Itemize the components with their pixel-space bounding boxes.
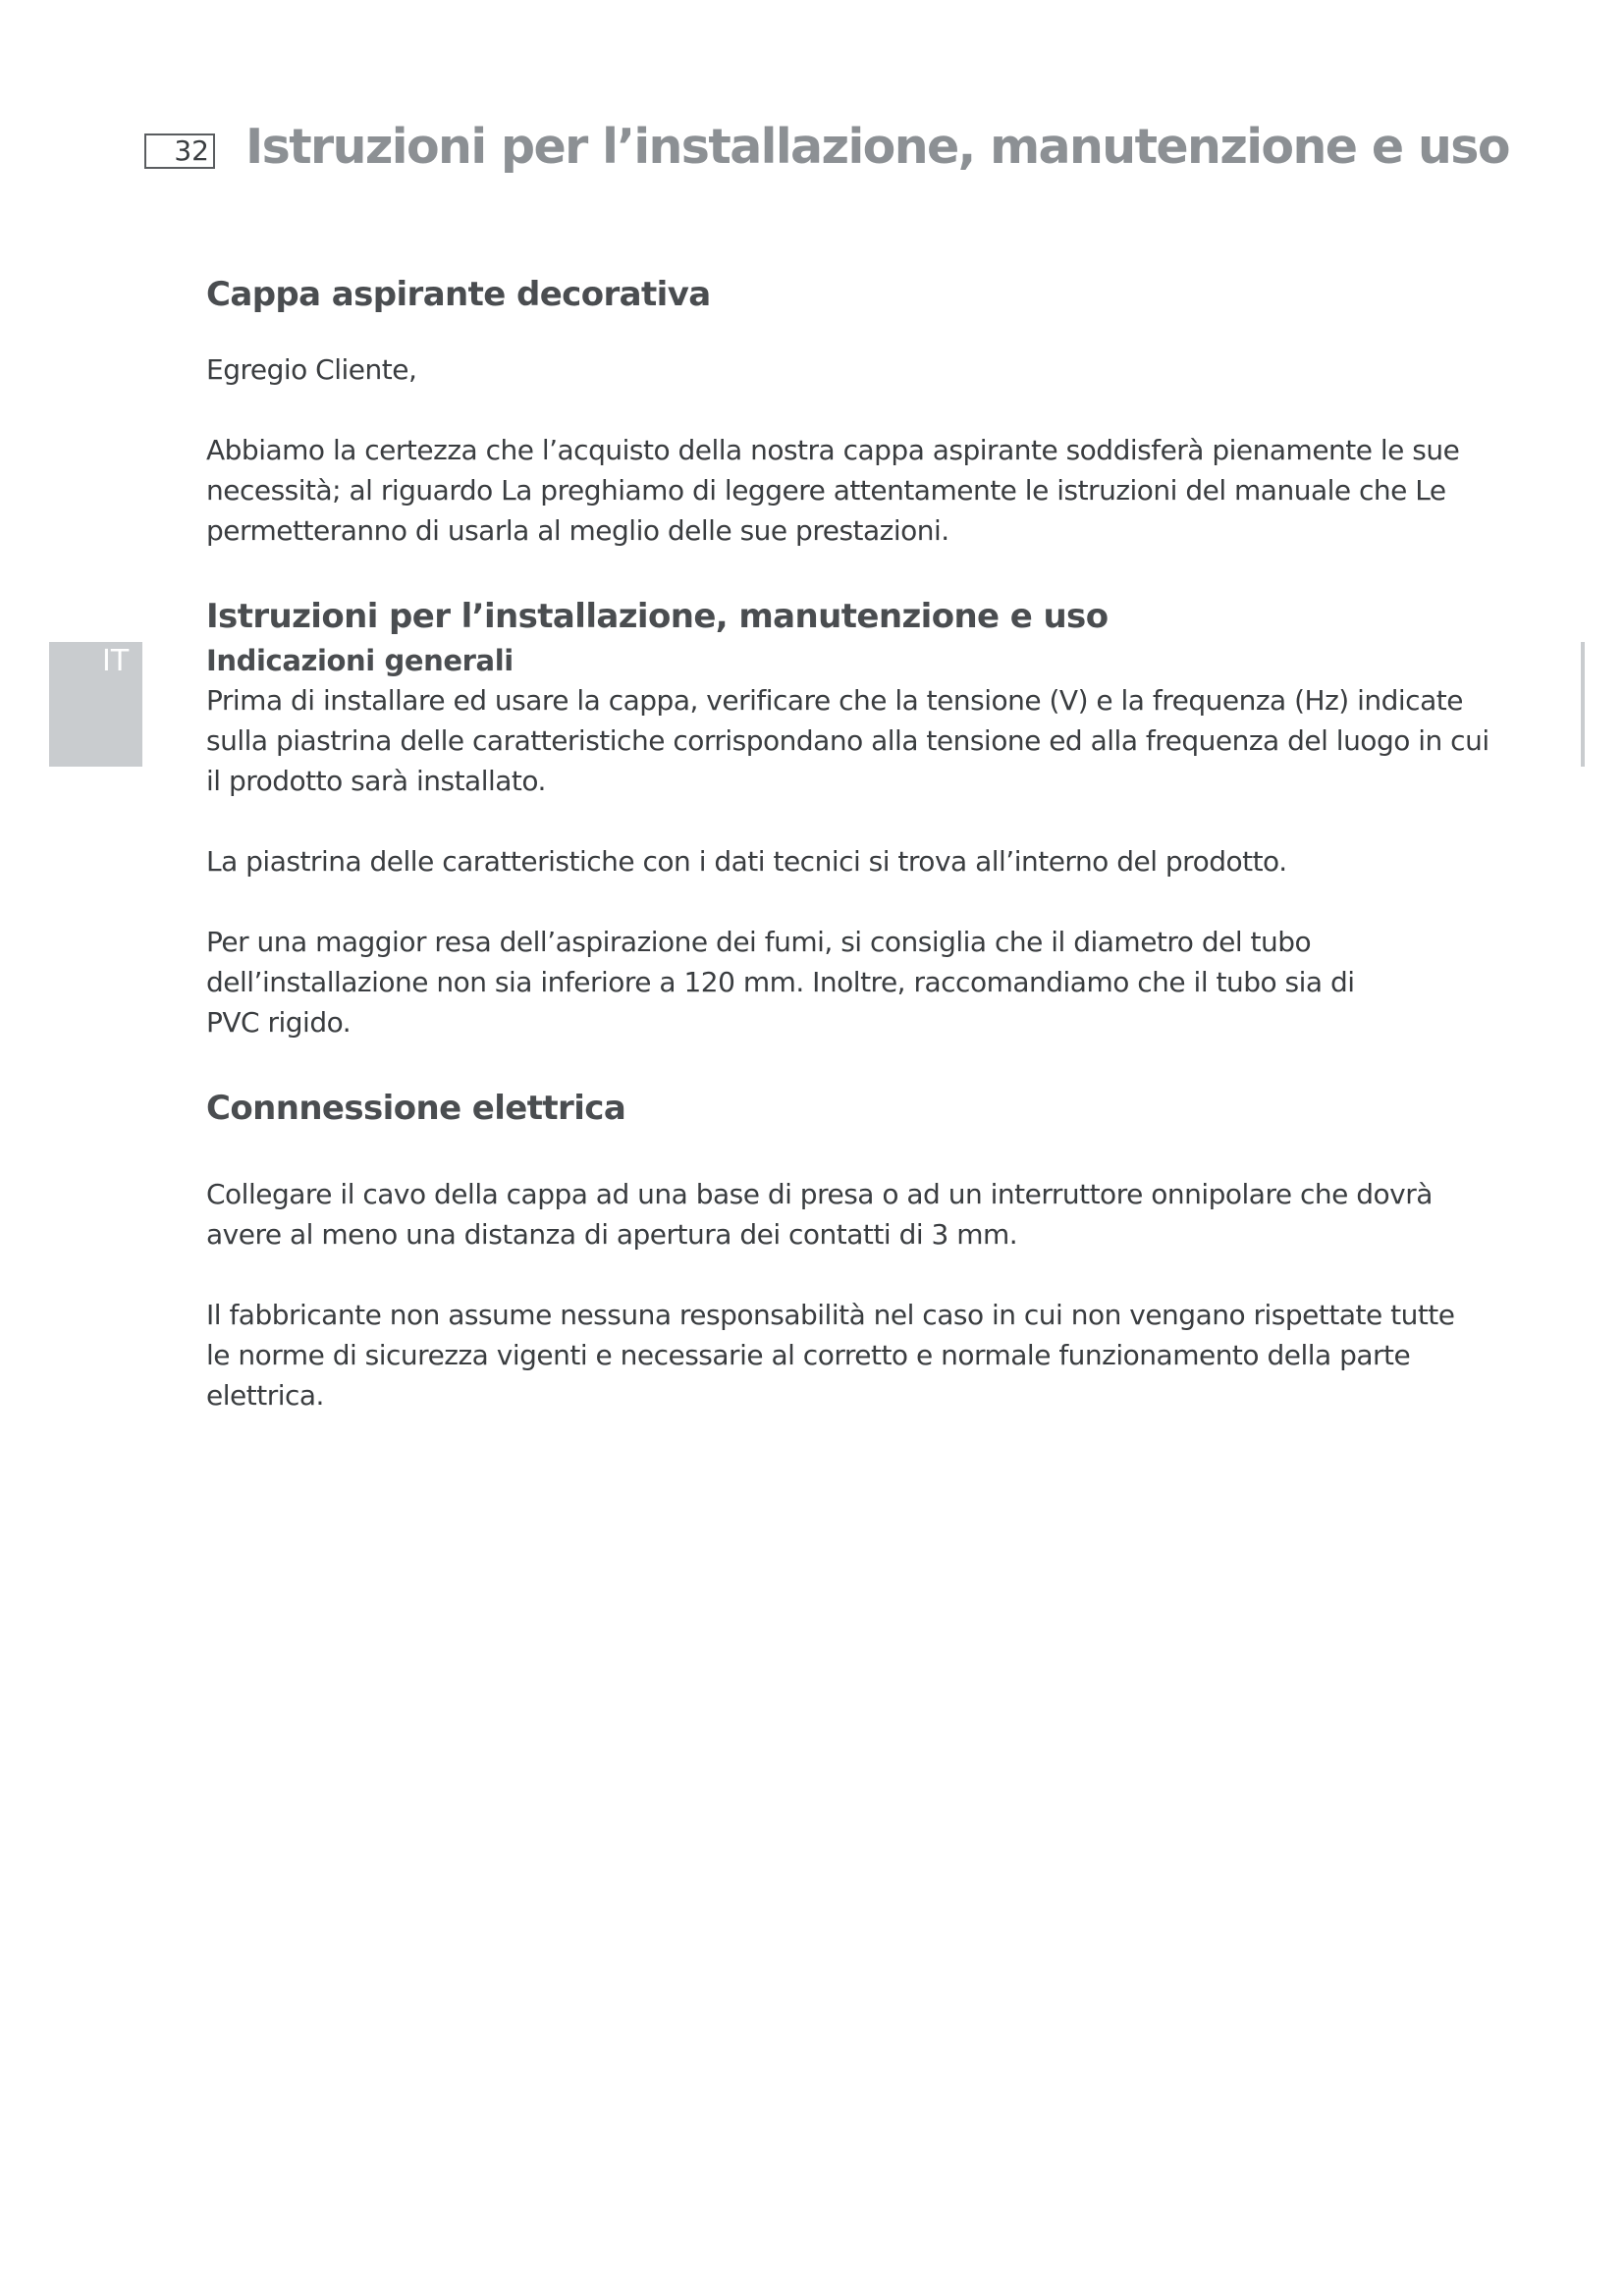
text-line: La piastrina delle caratteristiche con i dati tecnici si trova all’interno del prodotto. bbox=[206, 845, 1287, 878]
paragraph-rating-plate bbox=[206, 841, 1512, 881]
text-line: il prodotto sarà installato. bbox=[206, 765, 546, 797]
text-line: elettrica. bbox=[206, 1379, 324, 1412]
section-heading-cappa: Cappa aspirante decorativa bbox=[206, 275, 711, 314]
paragraph-duct-diameter bbox=[206, 922, 1512, 1042]
text-line: Il fabbricante non assume nessuna responsabilità nel caso in cui non vengano rispettate tutte bbox=[206, 1299, 1455, 1331]
greeting: Egregio Cliente, bbox=[206, 353, 417, 386]
text-line: sulla piastrina delle caratteristiche corrispondano alla tensione ed alla frequenza del luogo in cui bbox=[206, 724, 1489, 757]
text-line: Collegare il cavo della cappa ad una base di presa o ad un interruttore onnipolare che dovrà bbox=[206, 1178, 1433, 1210]
page-number-box bbox=[144, 133, 215, 169]
text-line: Abbiamo la certezza che l’acquisto della nostra cappa aspirante soddisferà pienamente le sue bbox=[206, 434, 1460, 466]
right-edge-marker bbox=[1581, 642, 1585, 767]
intro-paragraph bbox=[206, 430, 1512, 551]
section-heading-istruzioni: Istruzioni per l’installazione, manutenzione e uso bbox=[206, 597, 1109, 636]
paragraph-voltage-check bbox=[206, 680, 1512, 801]
text-line: PVC rigido. bbox=[206, 1006, 352, 1039]
text-line: dell’installazione non sia inferiore a 120 mm. Inoltre, raccomandiamo che il tubo sia di bbox=[206, 966, 1355, 998]
text-line: avere al meno una distanza di apertura dei contatti di 3 mm. bbox=[206, 1218, 1018, 1251]
text-line: necessità; al riguardo La preghiamo di leggere attentamente le istruzioni del manuale che Le bbox=[206, 474, 1446, 507]
paragraph-liability bbox=[206, 1295, 1512, 1415]
paragraph-cable-connection bbox=[206, 1174, 1512, 1255]
text-line: Per una maggior resa dell’aspirazione dei fumi, si consiglia che il diametro del tubo bbox=[206, 926, 1312, 958]
subheading-indicazioni-generali: Indicazioni generali bbox=[206, 644, 514, 677]
text-line: Prima di installare ed usare la cappa, verificare che la tensione (V) e la frequenza (Hz) indicate bbox=[206, 684, 1463, 717]
text-line: permetteranno di usarla al meglio delle sue prestazioni. bbox=[206, 514, 949, 547]
page-title: Istruzioni per l’installazione, manutenzione e uso bbox=[245, 119, 1509, 175]
page-number: 32 bbox=[174, 134, 209, 167]
page-content bbox=[206, 270, 1512, 1415]
section-heading-connessione: Connnessione elettrica bbox=[206, 1089, 626, 1128]
text-line: le norme di sicurezza vigenti e necessarie al corretto e normale funzionamento della parte bbox=[206, 1339, 1411, 1371]
language-tab bbox=[49, 642, 142, 767]
language-tab-label: IT bbox=[102, 644, 130, 678]
